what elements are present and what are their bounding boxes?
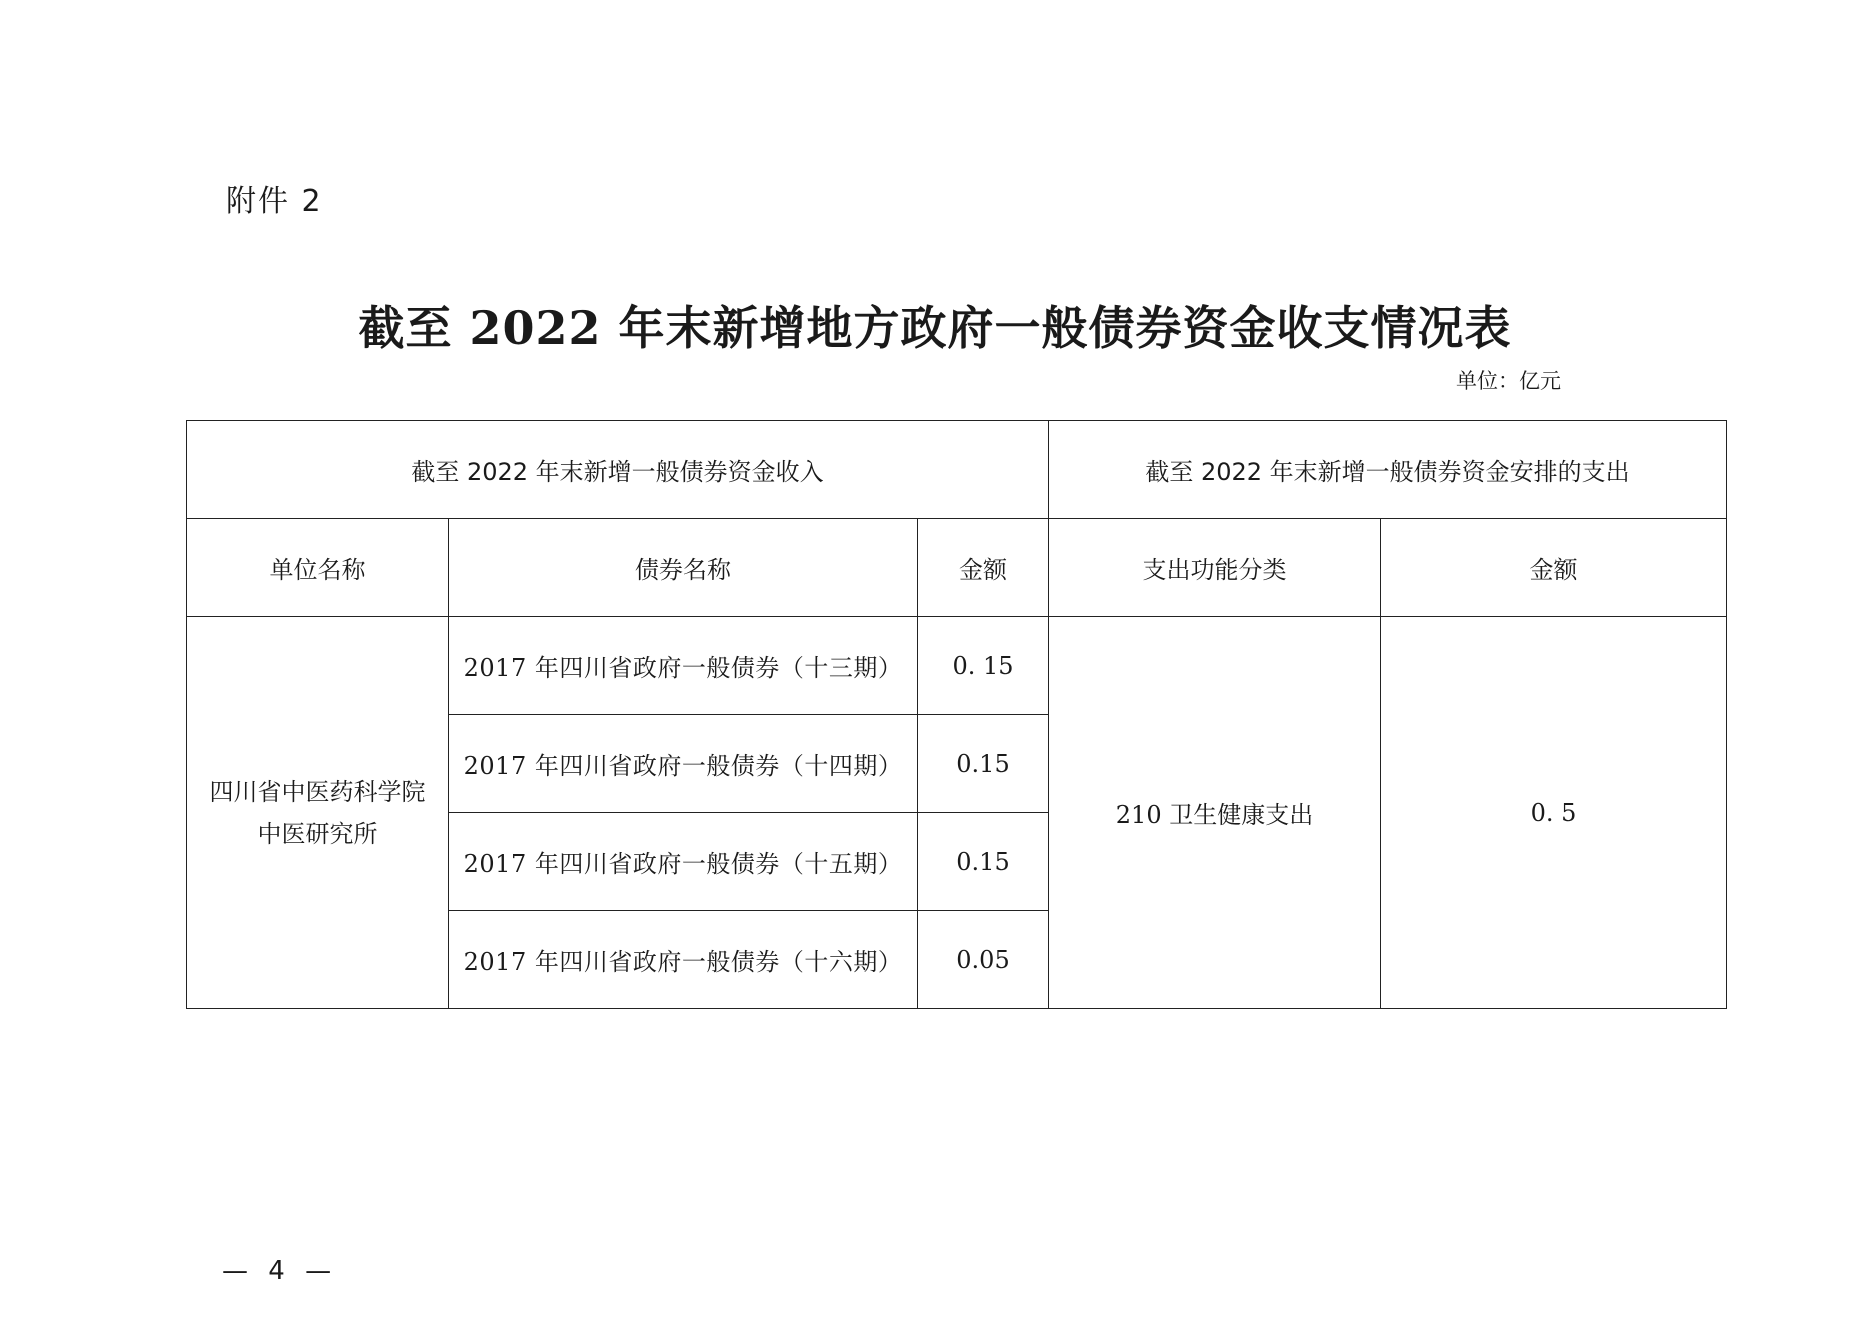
column-header-unit-name: 单位名称 — [187, 519, 449, 617]
bond-amount-cell: 0.15 — [918, 715, 1049, 813]
bond-fund-table — [186, 420, 1727, 1009]
table-row — [187, 617, 1727, 715]
column-header-function-category: 支出功能分类 — [1049, 519, 1381, 617]
bond-name-cell: 2017 年四川省政府一般债券（十六期） — [449, 911, 918, 1009]
bond-name-cell: 2017 年四川省政府一般债券（十三期） — [449, 617, 918, 715]
table-column-header-row — [187, 519, 1727, 617]
unit-label: 单位：亿元 — [1456, 369, 1561, 393]
section-expense-header: 截至 2022 年末新增一般债券资金安排的支出 — [1049, 421, 1727, 519]
bond-name-cell: 2017 年四川省政府一般债券（十五期） — [449, 813, 918, 911]
bond-amount-cell: 0.05 — [918, 911, 1049, 1009]
table-section-header-row — [187, 421, 1727, 519]
bond-name-cell: 2017 年四川省政府一般债券（十四期） — [449, 715, 918, 813]
bond-amount-cell: 0. 15 — [918, 617, 1049, 715]
expense-category-cell: 210 卫生健康支出 — [1049, 617, 1381, 1009]
column-header-expense-amount: 金额 — [1381, 519, 1727, 617]
expense-amount-cell: 0. 5 — [1381, 617, 1727, 1009]
section-income-header: 截至 2022 年末新增一般债券资金收入 — [187, 421, 1049, 519]
column-header-bond-name: 债券名称 — [449, 519, 918, 617]
bond-amount-cell: 0.15 — [918, 813, 1049, 911]
document-title: 截至 2022 年末新增地方政府一般债券资金收支情况表 — [358, 301, 1512, 355]
column-header-amount: 金额 — [918, 519, 1049, 617]
attachment-label: 附件 2 — [226, 184, 323, 219]
unit-name-cell: 四川省中医药科学院中医研究所 — [187, 617, 449, 1009]
page-number: — 4 — — [222, 1256, 338, 1286]
